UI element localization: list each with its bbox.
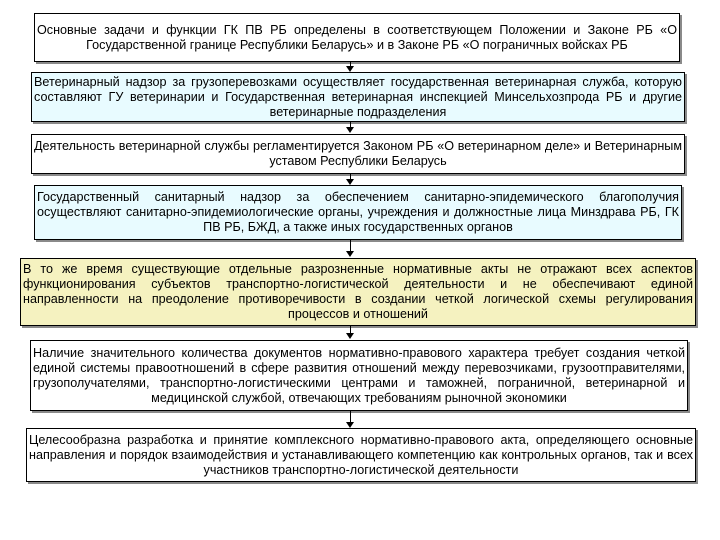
box-unified-system-need-text: Наличие значительного количества документов нормативно-правового характера требует создания четкой единой системы правоотношений в сфере развития отношений между перевозчиками, грузоотправителями, грузополучателями, транспортно-логистическими центрами и таможней, пограничной, ветеринарной и медицинской службой, отвечающих требованиям рыночной экономики <box>33 345 685 405</box>
box-border-control-tasks <box>34 13 680 62</box>
box-sanitary-supervision <box>34 185 682 240</box>
box-fragmented-acts <box>20 258 696 326</box>
arrow-down-icon <box>346 127 354 133</box>
arrow-down-icon <box>346 251 354 257</box>
arrow-down-icon <box>346 333 354 339</box>
box-fragmented-acts-text: В то же время существующие отдельные разрозненные нормативные акты не отражают всех аспектов функционирования субъектов транспортно-логистической деятельности и не обеспечивают единой направленности на преодоление противоречивости в создании четкой логической схемы регулирования процессов и отношений <box>23 262 693 321</box>
box-veterinary-regulation-text: Деятельность ветеринарной службы регламентируется Законом РБ «О ветеринарном деле» и Ветеринарным уставом Республики Беларусь <box>34 139 682 168</box>
box-sanitary-supervision-text: Государственный санитарный надзор за обеспечением санитарно-эпидемического благополучия осуществляют санитарно-эпидемиологические органы, учреждения и должностные лица Минздрава РБ, ГК ПВ РБ, БЖД, а также иных государственных органов <box>37 190 679 234</box>
box-comprehensive-act-text: Целесообразна разработка и принятие комплексного нормативно-правового акта, определяющего основные направления и порядок взаимодействия и устанавливающего компетенцию как контрольных органов, так и всех участников транспортно-логистической деятельности <box>29 432 693 477</box>
box-veterinary-regulation <box>31 134 685 174</box>
box-unified-system-need <box>30 340 688 411</box>
box-comprehensive-act <box>26 428 696 482</box>
box-border-control-tasks-text: Основные задачи и функции ГК ПВ РБ определены в соответствующем Положении и Законе РБ «О Государственной границе Республики Беларусь» и в Законе РБ «О пограничных войсках РБ <box>37 22 677 52</box>
box-veterinary-supervision <box>31 72 685 122</box>
box-veterinary-supervision-text: Ветеринарный надзор за грузоперевозками осуществляет государственная ветеринарная служба, которую составляют ГУ ветеринарии и Государственная ветеринарная инспекцией Минсельхозпрода РБ и другие ветеринарные подразделения <box>34 74 682 119</box>
